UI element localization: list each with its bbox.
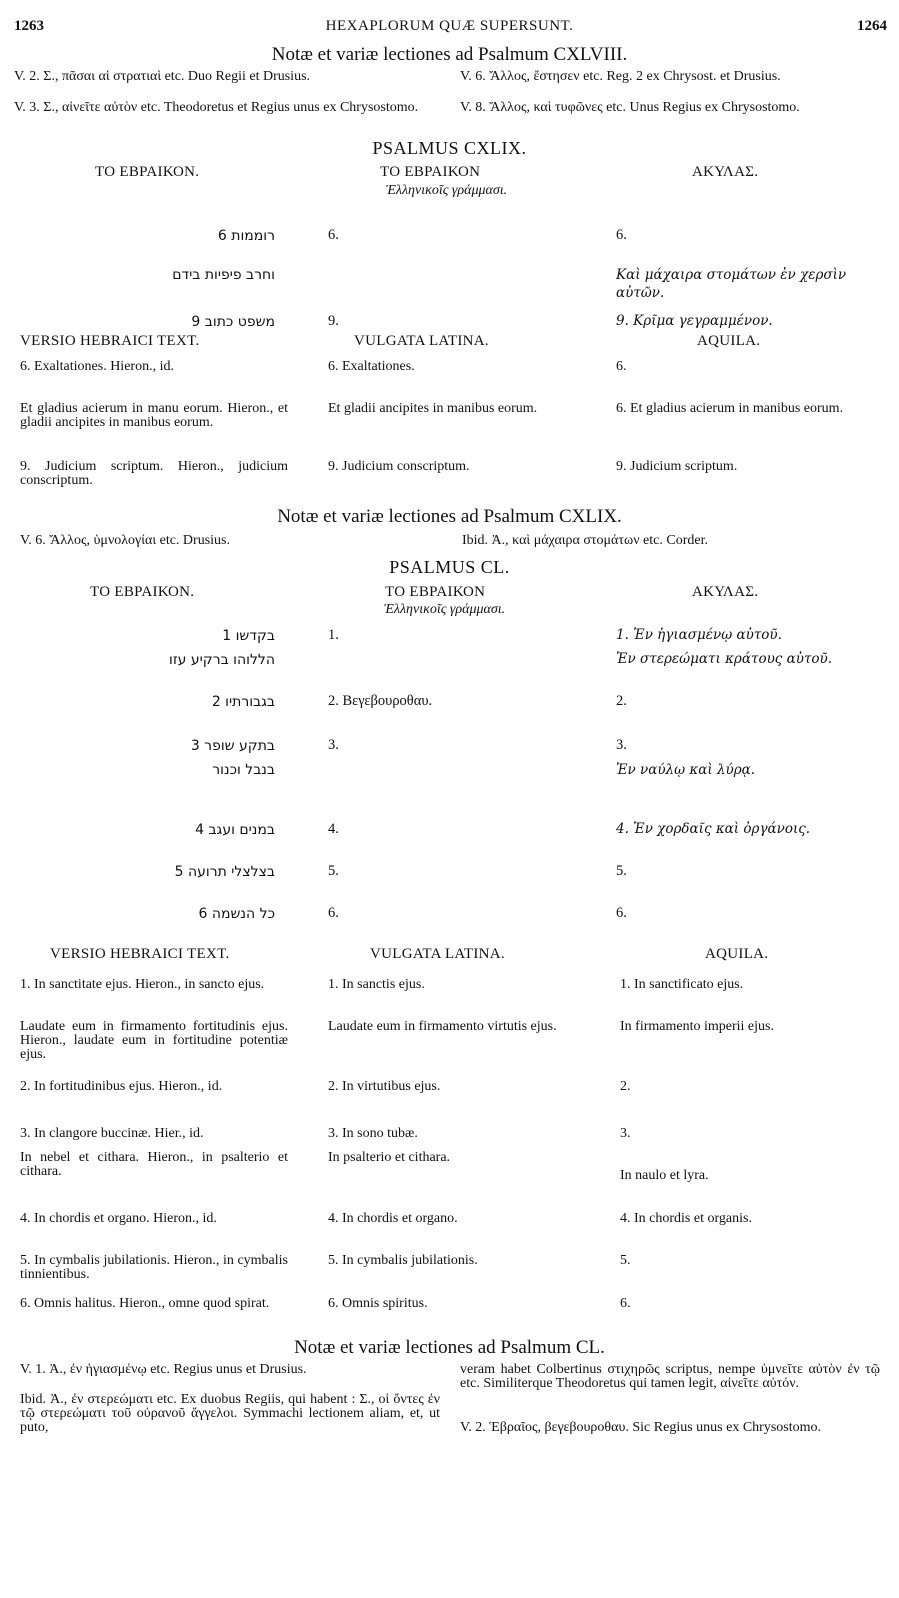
psalm-150-version-v1b: Laudate eum in firmamento fortitudinis ejus. Hieron., laudate eum in fortitudine potentiæ ejus. (20, 1019, 288, 1062)
psalm-150-aquila-v1: 1. Ἐν ἡγιασμένῳ αὐτοῦ. (616, 627, 782, 643)
psalm-150-version-v3: 3. In clangore buccinæ. Hier., id. (20, 1126, 204, 1141)
psalm-149-latin-head-1: VERSIO HEBRAICI TEXT. (20, 333, 200, 349)
psalm-150-translit-sub: Ἑλληνικοῖς γράμμασι. (384, 602, 506, 617)
psalm-150-aquila-v6: 6. (616, 905, 627, 921)
notes-150-title: Notæ et variæ lectiones ad Psalmum CL. (294, 1337, 605, 1358)
psalm-149-hebrew-v9: משפט כתוב 9 (191, 314, 275, 330)
psalm-149-aquila-v6b: Καὶ μάχαιρα στομάτων ἐν χερσὶν αὐτῶν. (616, 267, 847, 301)
notes-150-left-1: V. 1. Ἀ., ἐν ἡγιασμένῳ etc. Regius unus et Drusius. (20, 1362, 307, 1377)
psalm-150-aquila-latin-v3b: In naulo et lyra. (620, 1168, 709, 1183)
psalm-150-version-v3b: In nebel et cithara. Hieron., in psalterio et cithara. (20, 1150, 288, 1179)
notes-148-title: Notæ et variæ lectiones ad Psalmum CXLVIII. (271, 44, 628, 65)
psalm-150-aquila-head: ΑΚΥΛΑΣ. (692, 584, 759, 600)
psalm-150-vulgate-v4: 4. In chordis et organo. (328, 1211, 458, 1226)
psalm-150-translit-v6: 6. (328, 905, 339, 921)
psalm-150-translit-head: ΤΟ ΕΒΡΑΙΚΟΝ (385, 584, 486, 600)
psalm-149-hebrew-head: ΤΟ ΕΒΡΑΙΚΟΝ. (95, 164, 200, 180)
psalm-149-latin-head-2: VULGATA LATINA. (354, 333, 489, 349)
psalm-150-vulgate-v2: 2. In virtutibus ejus. (328, 1079, 441, 1094)
psalm-149-translit-head: ΤΟ ΕΒΡΑΙΚΟΝ (380, 164, 481, 180)
psalm-150-hebrew-v3b: בנבל וכנור (212, 762, 275, 778)
psalm-149-latin-head-3: AQUILA. (697, 333, 761, 349)
psalm-150-version-v5: 5. In cymbalis jubilationis. Hieron., in cymbalis tinnientibus. (20, 1253, 288, 1282)
psalm-150-vulgate-v5: 5. In cymbalis jubilationis. (328, 1253, 478, 1268)
notes-149-left: V. 6. Ἄλλος, ὑμνολογίαι etc. Drusius. (20, 533, 230, 548)
psalm-150-hebrew-head: ΤΟ ΕΒΡΑΙΚΟΝ. (90, 584, 195, 600)
psalm-150-aquila-latin-v6: 6. (620, 1296, 631, 1311)
psalm-150-translit-v1: 1. (328, 627, 339, 643)
psalm-149-aquila-latin-v6b: 6. Et gladius acierum in manibus eorum. (616, 401, 844, 416)
psalm-150-title: PSALMUS CL. (389, 557, 510, 577)
psalm-149-translit-sub: Ἑλληνικοῖς γράμμασι. (386, 183, 508, 198)
psalm-149-version-v6: 6. Exaltationes. Hieron., id. (20, 359, 174, 374)
psalm-149-hebrew-v6: רוממות 6 (217, 228, 275, 244)
psalm-150-vulgate-v3b: In psalterio et cithara. (328, 1150, 451, 1165)
psalm-150-latin-head-2: VULGATA LATINA. (370, 946, 505, 962)
psalm-150-aquila-v5: 5. (616, 863, 627, 879)
psalm-150-aquila-latin-v4: 4. In chordis et organis. (620, 1211, 752, 1226)
psalm-150-vulgate-v1b: Laudate eum in firmamento virtutis ejus. (328, 1019, 557, 1034)
psalm-150-hebrew-v6: כל הנשמה 6 (198, 906, 275, 922)
psalm-150-hebrew-v1: בקדשו 1 (222, 628, 275, 644)
psalm-150-version-v6: 6. Omnis halitus. Hieron., omne quod spirat. (20, 1296, 270, 1311)
psalm-149-aquila-v6: 6. (616, 227, 627, 243)
psalm-149-aquila-v9: 9. Κρῖμα γεγραμμένον. (616, 313, 773, 329)
psalm-150-version-v2: 2. In fortitudinibus ejus. Hieron., id. (20, 1079, 223, 1094)
notes-148-left-2: V. 3. Σ., αἰνεῖτε αὐτὸν etc. Theodoretus et Regius unus ex Chrysostomo. (14, 100, 419, 115)
psalm-149-vulgate-v6: 6. Exaltationes. (328, 359, 415, 374)
psalm-150-aquila-v2: 2. (616, 693, 627, 709)
psalm-150-hebrew-v5: בצלצלי תרועה 5 (174, 864, 275, 880)
psalm-150-hebrew-v3: בתקע שופר 3 (190, 738, 275, 754)
psalm-150-hebrew-v1b: הללוהו ברקיע עזו (169, 652, 275, 668)
psalm-150-version-v1: 1. In sanctitate ejus. Hieron., in sancto ejus. (20, 977, 265, 992)
notes-150-right-2: V. 2. Ἑβραῖος, βεγεβουροθαυ. Sic Regius unus ex Chrysostomo. (460, 1420, 821, 1435)
psalm-150-vulgate-v3: 3. In sono tubæ. (328, 1126, 418, 1141)
notes-148-right-2: V. 8. Ἄλλος, καὶ τυφῶνες etc. Unus Regius ex Chrysostomo. (460, 100, 800, 115)
notes-149-right: Ibid. Ἀ., καὶ μάχαιρα στομάτων etc. Corder. (462, 533, 708, 548)
psalm-150-aquila-latin-v1: 1. In sanctificato ejus. (620, 977, 744, 992)
psalm-149-version-v6b: Et gladius acierum in manu eorum. Hieron., et gladii ancipites in manibus eorum. (20, 401, 288, 430)
psalm-149-translit-v9: 9. (328, 313, 339, 329)
psalm-150-aquila-latin-v5: 5. (620, 1253, 631, 1268)
psalm-150-aquila-latin-v3: 3. (620, 1126, 631, 1141)
psalm-150-translit-v5: 5. (328, 863, 339, 879)
psalm-149-hebrew-v6b: וחרב פיפיות בידם (172, 267, 275, 283)
running-title: HEXAPLORUM QUÆ SUPERSUNT. (325, 18, 574, 34)
psalm-150-aquila-v1b: Ἐν στερεώματι κράτους αὐτοῦ. (616, 651, 833, 667)
psalm-149-aquila-latin-v6: 6. (616, 359, 627, 374)
psalm-149-vulgate-v6b: Et gladii ancipites in manibus eorum. (328, 401, 538, 416)
psalm-150-version-v4: 4. In chordis et organo. Hieron., id. (20, 1211, 217, 1226)
psalm-150-aquila-v4: 4. Ἐν χορδαῖς καὶ ὀργάνοις. (616, 821, 811, 837)
page-number-right: 1264 (857, 18, 887, 34)
notes-149-title: Notæ et variæ lectiones ad Psalmum CXLIX. (277, 506, 622, 527)
psalm-149-aquila-head: ΑΚΥΛΑΣ. (692, 164, 759, 180)
psalm-150-translit-v2: 2. Βεγεβουροθαυ. (328, 693, 433, 709)
notes-150-left-2: Ibid. Ἀ., ἐν στερεώματι etc. Ex duobus Regiis, qui habent : Σ., οἱ ὄντες ἐν τῷ στερεώματι τοῦ οὐρανοῦ ἄγγελοι. Symmachi lectionem aliam, et, ut puto, (20, 1392, 440, 1435)
psalm-149-aquila-latin-v9: 9. Judicium scriptum. (616, 459, 738, 474)
psalm-149-title: PSALMUS CXLIX. (372, 138, 527, 158)
psalm-150-aquila-v3b: Ἐν ναύλῳ καὶ λύρᾳ. (616, 762, 756, 778)
psalm-150-aquila-latin-v2: 2. (620, 1079, 631, 1094)
notes-148-left-1: V. 2. Σ., πᾶσαι αἱ στρατιαὶ etc. Duo Regii et Drusius. (14, 69, 311, 84)
psalm-149-version-v9: 9. Judicium scriptum. Hieron., judicium conscriptum. (20, 459, 288, 488)
psalm-150-latin-head-3: AQUILA. (705, 946, 769, 962)
psalm-150-hebrew-v4: במנים ועגב 4 (195, 822, 275, 838)
notes-150-right-1: veram habet Colbertinus στιχηρῶς scriptus, nempe ὑμνεῖτε αὐτὸν ἐν τῷ etc. Similiterque Theodoretus qui tamen legit, αἰνεῖτε αὐτόν. (460, 1362, 880, 1391)
psalm-150-translit-v3: 3. (328, 737, 339, 753)
psalm-150-hebrew-v2: בגבורתיו 2 (211, 694, 275, 710)
psalm-149-vulgate-v9: 9. Judicium conscriptum. (328, 459, 470, 474)
psalm-150-aquila-v3: 3. (616, 737, 627, 753)
psalm-149-translit-v6: 6. (328, 227, 339, 243)
psalm-150-translit-v4: 4. (328, 821, 339, 837)
psalm-150-vulgate-v1: 1. In sanctis ejus. (328, 977, 425, 992)
page-number-left: 1263 (14, 18, 44, 34)
psalm-150-aquila-latin-v1b: In firmamento imperii ejus. (620, 1019, 774, 1034)
psalm-150-vulgate-v6: 6. Omnis spiritus. (328, 1296, 428, 1311)
psalm-150-latin-head-1: VERSIO HEBRAICI TEXT. (50, 946, 230, 962)
notes-148-right-1: V. 6. Ἄλλος, ἔστησεν etc. Reg. 2 ex Chrysost. et Drusius. (460, 69, 781, 84)
